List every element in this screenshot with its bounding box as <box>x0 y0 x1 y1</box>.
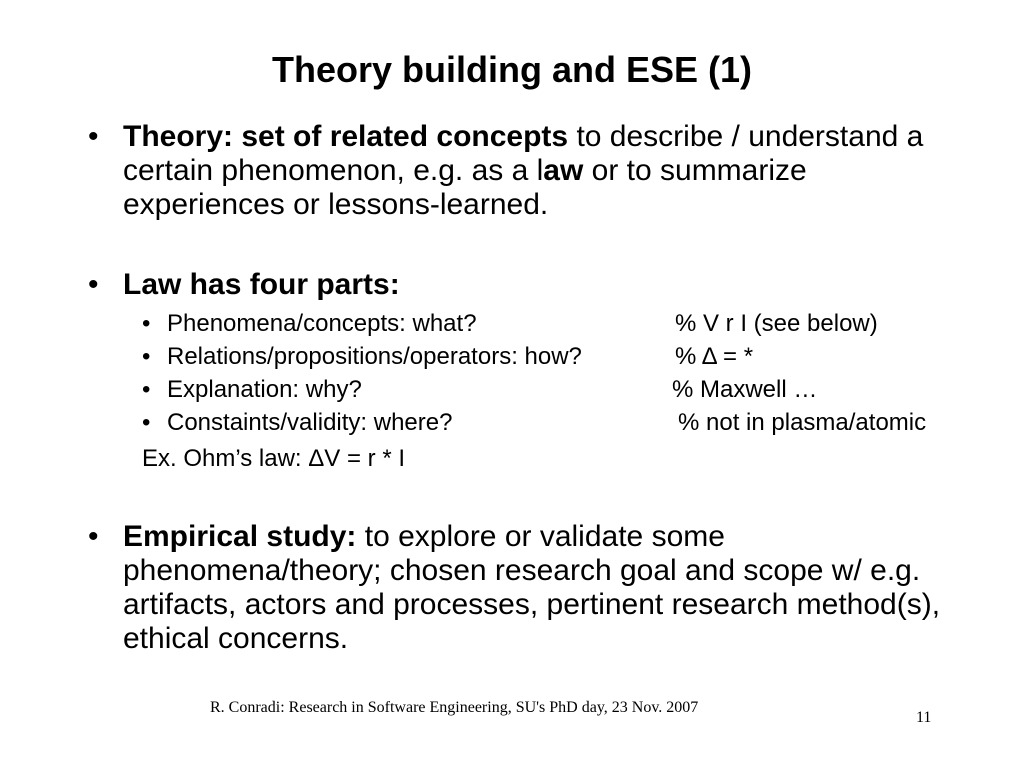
bullet-marker: • <box>88 520 99 553</box>
ohms-law-example: Ex. Ohm’s law: ΔV = r * I <box>142 445 405 472</box>
slide-number: 11 <box>916 709 932 726</box>
law-part-label: Relations/propositions/operators: how? <box>167 343 582 370</box>
bullet-body-end: or to summarize experiences or lessons-learned. <box>123 154 807 221</box>
law-part-label: Phenomena/concepts: what? <box>167 310 477 337</box>
bullet-marker: • <box>88 268 99 301</box>
law-parts-list <box>142 308 1002 440</box>
bullet-body: to explore or validate some phenomena/theory; chosen research goal and scope w/ e.g. artifacts, actors and processes, pertinent research method(s), ethical concerns. <box>123 520 941 655</box>
bullet-text <box>123 268 968 302</box>
bullet-text <box>123 520 968 656</box>
list-item <box>142 341 1002 374</box>
bullet-law <box>88 268 968 302</box>
slide-footer: R. Conradi: Research in Software Engineering, SU's PhD day, 23 Nov. 2007 <box>210 699 699 716</box>
bullet-bold-inline: aw <box>543 154 584 187</box>
bullet-text <box>123 120 968 222</box>
bullet-theory <box>88 120 968 222</box>
sub-bullet-marker: • <box>142 376 151 403</box>
sub-bullet-marker: • <box>142 409 151 436</box>
list-item <box>142 308 1002 341</box>
bullet-bold-lead: Empirical study: <box>123 520 357 553</box>
slide-title: Theory building and ESE (1) <box>271 49 753 90</box>
law-part-note: % V r I (see below) <box>675 310 878 337</box>
bullet-bold-lead: Law has four parts: <box>123 268 400 301</box>
law-part-label: Constaints/validity: where? <box>167 409 453 436</box>
bullet-body: to describe / understand a certain phenomenon, e.g. as a l <box>123 120 924 187</box>
law-part-note: % Δ = * <box>675 343 754 370</box>
list-item <box>142 407 1002 440</box>
sub-bullet-marker: • <box>142 343 151 370</box>
bullet-marker: • <box>88 120 99 153</box>
sub-bullet-marker: • <box>142 310 151 337</box>
bullet-bold-lead: Theory: set of related concepts <box>123 120 569 153</box>
law-part-note: % Maxwell … <box>672 376 818 403</box>
law-part-label: Explanation: why? <box>167 376 362 403</box>
law-part-note: % not in plasma/atomic <box>678 409 927 436</box>
list-item <box>142 374 1002 407</box>
bullet-empirical-study <box>88 520 968 656</box>
